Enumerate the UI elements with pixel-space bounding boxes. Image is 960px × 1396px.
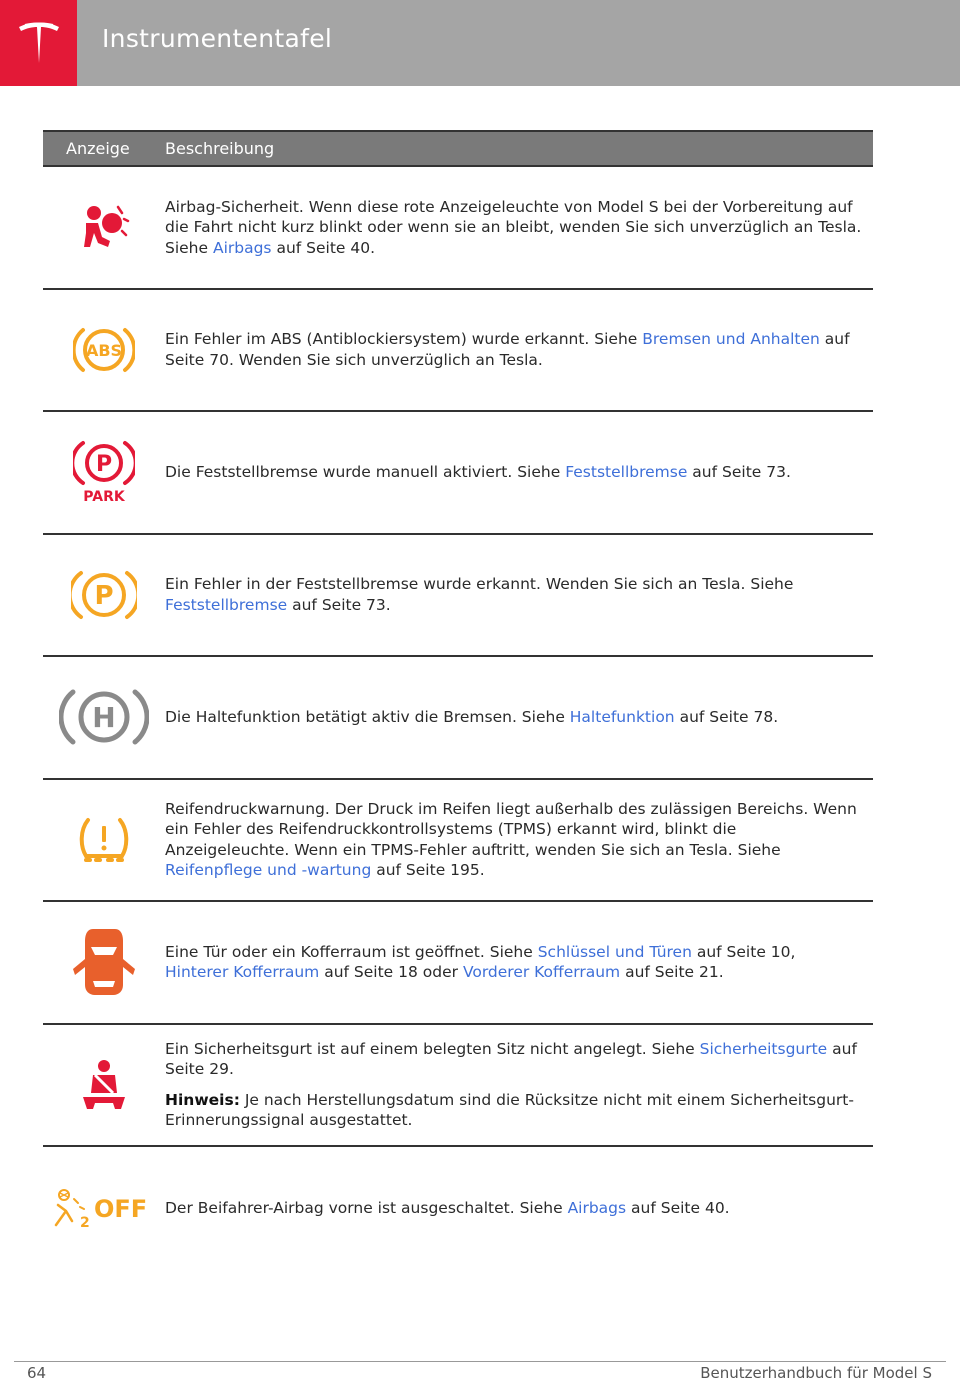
airbag-warning-icon — [76, 199, 132, 255]
tire-pressure-icon — [74, 814, 134, 866]
tesla-logo — [0, 0, 77, 86]
table-row: H Die Haltefunktion betätigt aktiv die Bremsen. Siehe Haltefunktion auf Seite 78. — [43, 657, 873, 780]
note: Hinweis: Je nach Herstellungsdatum sind die Rücksitze nicht mit einem Sicherheitsgurt-Erinnerungssignal ausgestattet. — [165, 1090, 854, 1130]
table-row: Reifendruckwarnung. Der Druck im Reifen liegt außerhalb des zulässigen Bereichs. Wenn ein Fehler des Reifendruckkontrollsystems (TPMS) erkannt wird, blinkt die Anzeigeleuchte. Wenn ein TPMS-Fehler auftritt, wenden Sie sich an Tesla. Siehe Reifenpflege und -wartung auf Seite 195. — [43, 780, 873, 903]
column-header-description: Beschreibung — [165, 139, 275, 158]
column-header-indicator: Anzeige — [66, 139, 130, 158]
svg-text:PARK: PARK — [83, 489, 125, 506]
link-airbags[interactable]: Airbags — [212, 238, 272, 257]
table-header — [43, 130, 873, 167]
table-row: Ein Sicherheitsgurt ist auf einem belegten Sitz nicht angelegt. Siehe Sicherheitsgurte auf Seite 29. Hinweis: Je nach Herstellungsdatum sind die Rücksitze nicht mit einem Sicherheitsgurt-Erinnerungssignal ausgestattet. — [43, 1025, 873, 1148]
seatbelt-warning-icon — [79, 1057, 129, 1113]
svg-text:ABS: ABS — [85, 340, 123, 360]
table-row: 2 OFF Der Beifahrer-Airbag vorne ist ausgeschaltet. Siehe Airbags auf Seite 40. — [43, 1147, 873, 1270]
table-row: Airbag-Sicherheit. Wenn diese rote Anzeigeleuchte von Model S bei der Vorbereitung auf die Fahrt nicht kurz blinkt oder wenn sie an bleibt, wenden Sie sich unverzüglich an Tesla. Siehe Airbags auf Seite 40. — [43, 167, 873, 290]
table-row: P PARK Die Feststellbremse wurde manuell aktiviert. Siehe Feststellbremse auf Seite 73. — [43, 412, 873, 535]
link-airbags-2[interactable]: Airbags — [567, 1199, 627, 1217]
svg-text:OFF: OFF — [94, 1195, 148, 1224]
page-title: Instrumententafel — [102, 24, 333, 53]
indicator-table — [43, 130, 873, 1270]
link-vorderer-kofferraum[interactable]: Vorderer Kofferraum — [462, 963, 621, 982]
link-haltefunktion[interactable]: Haltefunktion — [569, 708, 675, 726]
link-sicherheitsgurte[interactable]: Sicherheitsgurte — [699, 1039, 828, 1058]
svg-text:H: H — [92, 701, 116, 735]
door-open-icon — [71, 925, 137, 999]
parking-brake-icon — [73, 439, 135, 505]
link-schluessel-und-tueren[interactable]: Schlüssel und Türen — [537, 942, 692, 961]
svg-text:P: P — [95, 452, 113, 478]
passenger-airbag-off-icon — [52, 1185, 156, 1231]
table-row: ABS Ein Fehler im ABS (Antiblockiersystem) wurde erkannt. Siehe Bremsen und Anhalten auf Seite 70. Wenden Sie sich unverzüglich an Tesla. — [43, 290, 873, 413]
footer-title: Benutzerhandbuch für Model S — [700, 1364, 932, 1382]
parking-brake-fault-icon — [71, 567, 137, 623]
svg-text:2: 2 — [80, 1215, 90, 1232]
link-hinterer-kofferraum[interactable]: Hinterer Kofferraum — [165, 963, 320, 982]
link-feststellbremse[interactable]: Feststellbremse — [565, 463, 688, 481]
page-header — [0, 0, 960, 86]
table-row: Eine Tür oder ein Kofferraum ist geöffnet. Siehe Schlüssel und Türen auf Seite 10, Hinterer Kofferraum auf Seite 18 oder Vorderer Kofferraum auf Seite 21. — [43, 902, 873, 1025]
svg-text:P: P — [94, 580, 114, 611]
table-row: P Ein Fehler in der Feststellbremse wurde erkannt. Wenden Sie sich an Tesla. Siehe Feststellbremse auf Seite 73. — [43, 535, 873, 658]
vehicle-hold-icon — [59, 684, 149, 750]
link-bremsen-und-anhalten[interactable]: Bremsen und Anhalten — [642, 330, 820, 349]
link-feststellbremse-2[interactable]: Feststellbremse — [165, 595, 288, 614]
page-number: 64 — [27, 1364, 47, 1382]
link-reifenpflege[interactable]: Reifenpflege und -wartung — [165, 861, 372, 880]
footer-divider — [14, 1361, 946, 1362]
tesla-logo-icon — [13, 17, 65, 69]
abs-warning-icon — [73, 324, 135, 376]
